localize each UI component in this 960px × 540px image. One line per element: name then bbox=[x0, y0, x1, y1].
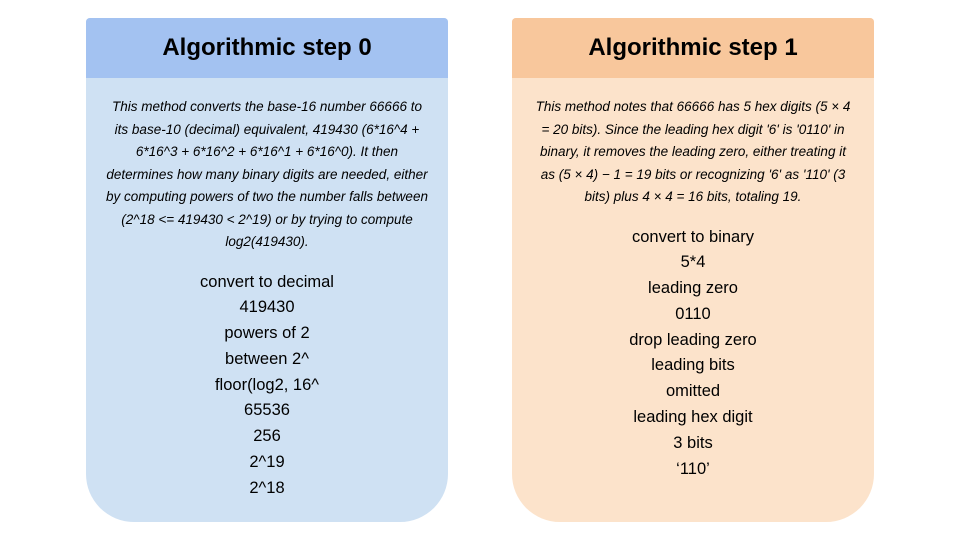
keyword: omitted bbox=[665, 382, 721, 401]
step-1-keyword-list bbox=[512, 225, 874, 483]
keyword: 5*4 bbox=[680, 253, 706, 272]
step-0-card bbox=[86, 18, 448, 522]
keyword: between 2^ bbox=[225, 349, 309, 368]
step-1-card bbox=[512, 18, 874, 522]
keyword: convert to decimal bbox=[200, 272, 334, 291]
step-0-description: This method converts the base-16 number 66666 to its base-10 (decimal) equivalent, 419430 (6*16^4 + 6*16^3 + 6*16^2 + 6*16^1 + 6*16^0). It then determines how many binary digits are needed, either by computing powers of two the number falls between (2^18 <= 419430 < 2^19) or by trying to compute log2(419430). bbox=[106, 99, 428, 249]
step-0-keyword-list bbox=[86, 270, 448, 502]
step-1-description: This method notes that 66666 has 5 hex digits (5 × 4 = 20 bits). Since the leading hex digit '6' is '0110' in binary, it removes the leading zero, either treating it as (5 × 4) − 1 = 19 bits or recognizing '6' as '110' (3 bits) plus 4 × 4 = 16 bits, totaling 19. bbox=[535, 99, 851, 204]
keyword: leading zero bbox=[648, 279, 738, 298]
keyword: ‘110’ bbox=[676, 459, 710, 478]
keyword: convert to binary bbox=[632, 227, 754, 246]
keyword: 3 bits bbox=[673, 433, 713, 452]
keyword: leading bits bbox=[651, 356, 735, 375]
keyword: drop leading zero bbox=[629, 330, 757, 349]
keyword: 2^18 bbox=[249, 478, 285, 497]
keyword: 0110 bbox=[675, 304, 711, 323]
keyword: 2^19 bbox=[249, 453, 285, 472]
keyword: 419430 bbox=[239, 298, 295, 317]
keyword: leading hex digit bbox=[633, 408, 753, 427]
keyword: powers of 2 bbox=[224, 324, 310, 343]
keyword: floor(log2, 16^ bbox=[214, 375, 320, 394]
step-0-title: Algorithmic step 0 bbox=[86, 18, 448, 78]
keyword: 65536 bbox=[244, 401, 290, 420]
step-1-title: Algorithmic step 1 bbox=[512, 18, 874, 78]
keyword: 256 bbox=[253, 427, 281, 446]
